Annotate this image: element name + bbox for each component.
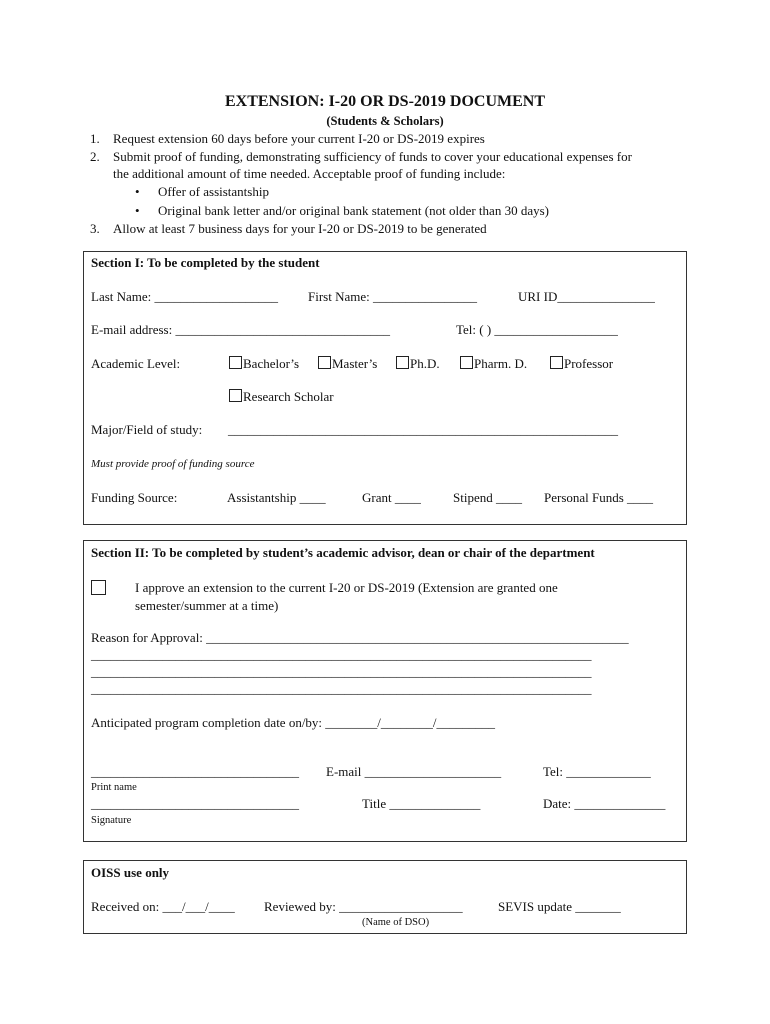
bullet-item-1: Offer of assistantship: [158, 184, 269, 199]
instruction-number: 1.: [90, 131, 100, 146]
checkbox-icon: [460, 356, 473, 369]
instruction-2-line-1: Submit proof of funding, demonstrating sufficiency of funds to cover your educational expenses for: [113, 149, 632, 164]
reason-line[interactable]: _____________________________________________________________________________: [91, 681, 592, 696]
dso-note: (Name of DSO): [362, 917, 430, 928]
advisor-date-field[interactable]: Date: ______________: [543, 796, 666, 811]
last-name-field[interactable]: Last Name: ___________________: [91, 289, 279, 304]
advisor-title-field[interactable]: Title ______________: [362, 796, 481, 811]
reason-line[interactable]: _____________________________________________________________________________: [91, 664, 592, 679]
signature-field[interactable]: ________________________________: [91, 796, 299, 811]
bullet-icon: •: [135, 184, 140, 199]
checkbox-phd[interactable]: [396, 356, 440, 372]
checkbox-icon: [229, 356, 242, 369]
sevis-update-field[interactable]: SEVIS update _______: [498, 899, 621, 914]
checkbox-label: Ph.D.: [410, 356, 440, 371]
oiss-heading: OISS use only: [91, 865, 170, 880]
funding-grant-field[interactable]: Grant ____: [362, 490, 421, 505]
checkbox-icon: [318, 356, 331, 369]
reason-line[interactable]: _____________________________________________________________________________: [91, 647, 592, 662]
received-on-field[interactable]: Received on: ___/___/____: [91, 899, 235, 914]
major-label: Major/Field of study:: [91, 422, 203, 437]
approve-text-line-2: semester/summer at a time): [135, 598, 279, 613]
signature-label: Signature: [91, 815, 132, 826]
checkbox-label: Research Scholar: [243, 389, 334, 404]
checkbox-research-scholar[interactable]: [229, 389, 334, 405]
document-title: EXTENSION: I-20 OR DS-2019 DOCUMENT: [224, 93, 546, 110]
checkbox-label: Professor: [564, 356, 614, 371]
tel-field[interactable]: Tel: ( ) ___________________: [456, 322, 618, 337]
bullet-item-2: Original bank letter and/or original bank statement (not older than 30 days): [158, 203, 549, 218]
checkbox-icon: [91, 580, 106, 595]
approve-checkbox[interactable]: [91, 580, 106, 600]
advisor-tel-field[interactable]: Tel: _____________: [543, 764, 651, 779]
section-2-heading: Section II: To be completed by student’s academic advisor, dean or chair of the department: [91, 545, 595, 560]
checkbox-label: Bachelor’s: [243, 356, 300, 371]
section-1-heading: Section I: To be completed by the student: [91, 255, 320, 270]
academic-level-label: Academic Level:: [91, 356, 181, 371]
funding-personal-field[interactable]: Personal Funds ____: [544, 490, 654, 505]
advisor-email-field[interactable]: E-mail _____________________: [326, 764, 502, 779]
checkbox-professor[interactable]: [550, 356, 613, 372]
print-name-field[interactable]: ________________________________: [91, 764, 299, 779]
first-name-field[interactable]: First Name: ________________: [308, 289, 477, 304]
major-field[interactable]: ____________________________________________________________: [228, 422, 618, 437]
instruction-number: 2.: [90, 149, 100, 164]
checkbox-icon: [396, 356, 409, 369]
email-field[interactable]: E-mail address: _________________________________: [91, 322, 390, 337]
funding-source-label: Funding Source:: [91, 490, 178, 505]
document-subtitle: (Students & Scholars): [326, 114, 444, 128]
uri-id-field[interactable]: URI ID_______________: [518, 289, 655, 304]
instruction-1: Request extension 60 days before your current I-20 or DS-2019 expires: [113, 131, 485, 146]
checkbox-bachelors[interactable]: [229, 356, 299, 372]
instruction-3: Allow at least 7 business days for your I-20 or DS-2019 to be generated: [113, 221, 487, 236]
approve-text-line-1: I approve an extension to the current I-20 or DS-2019 (Extension are granted one: [135, 580, 558, 595]
instruction-2-line-2: the additional amount of time needed. Acceptable proof of funding include:: [113, 166, 506, 181]
reviewed-by-field[interactable]: Reviewed by: ___________________: [264, 899, 463, 914]
bullet-icon: •: [135, 203, 140, 218]
checkbox-label: Pharm. D.: [474, 356, 528, 371]
funding-stipend-field[interactable]: Stipend ____: [453, 490, 522, 505]
checkbox-icon: [550, 356, 563, 369]
funding-note: Must provide proof of funding source: [91, 458, 255, 470]
checkbox-icon: [229, 389, 242, 402]
checkbox-label: Master’s: [332, 356, 378, 371]
reason-field[interactable]: Reason for Approval: _________________________________________________________________: [91, 630, 629, 645]
instruction-number: 3.: [90, 221, 100, 236]
print-name-label: Print name: [91, 782, 137, 793]
checkbox-pharmd[interactable]: [460, 356, 527, 372]
checkbox-masters[interactable]: [318, 356, 377, 372]
completion-date-field[interactable]: Anticipated program completion date on/by: ________/________/_________: [91, 715, 496, 730]
funding-assistantship-field[interactable]: Assistantship ____: [227, 490, 326, 505]
